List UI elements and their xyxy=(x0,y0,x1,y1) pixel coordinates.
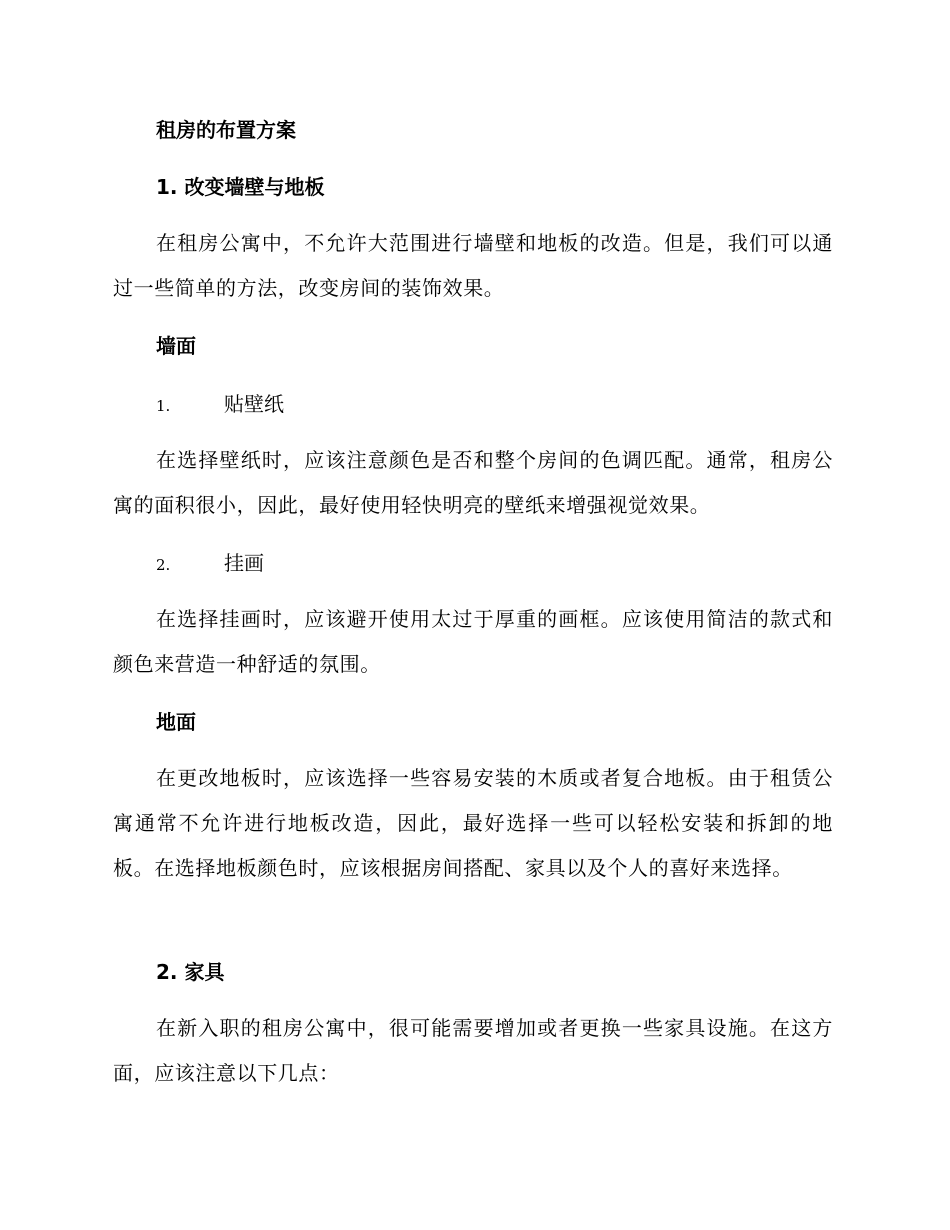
wallpaper-paragraph: 在选择壁纸时，应该注意颜色是否和整个房间的色调匹配。通常，租房公寓的面积很小，因此，最好使用轻快明亮的壁纸来增强视觉效果。 xyxy=(113,448,833,517)
wall-list-item-1 xyxy=(156,389,284,421)
furniture-paragraph: 在新入职的租房公寓中，很可能需要增加或者更换一些家具设施。在这方面，应该注意以下几点： xyxy=(113,1016,833,1085)
list-label: 挂画 xyxy=(224,551,264,575)
list-number: 2. xyxy=(156,556,171,574)
wall-list-item-2 xyxy=(156,548,264,580)
list-number: 1. xyxy=(156,397,171,415)
floor-subheading: 地面 xyxy=(156,710,196,734)
section1-heading: 1. 改变墙壁与地板 xyxy=(156,175,325,199)
list-label: 贴壁纸 xyxy=(224,392,284,416)
floor-paragraph: 在更改地板时，应该选择一些容易安装的木质或者复合地板。由于租赁公寓通常不允许进行地板改造，因此，最好选择一些可以轻松安装和拆卸的地板。在选择地板颜色时，应该根据房间搭配、家具以及个人的喜好来选择。 xyxy=(113,766,833,880)
wall-subheading: 墙面 xyxy=(156,334,196,358)
section2-heading: 2. 家具 xyxy=(156,960,225,984)
document-title: 租房的布置方案 xyxy=(156,118,296,142)
section1-intro-paragraph: 在租房公寓中，不允许大范围进行墙壁和地板的改造。但是，我们可以通过一些简单的方法，改变房间的装饰效果。 xyxy=(113,231,833,300)
painting-paragraph: 在选择挂画时，应该避开使用太过于厚重的画框。应该使用简洁的款式和颜色来营造一种舒适的氛围。 xyxy=(113,607,833,676)
